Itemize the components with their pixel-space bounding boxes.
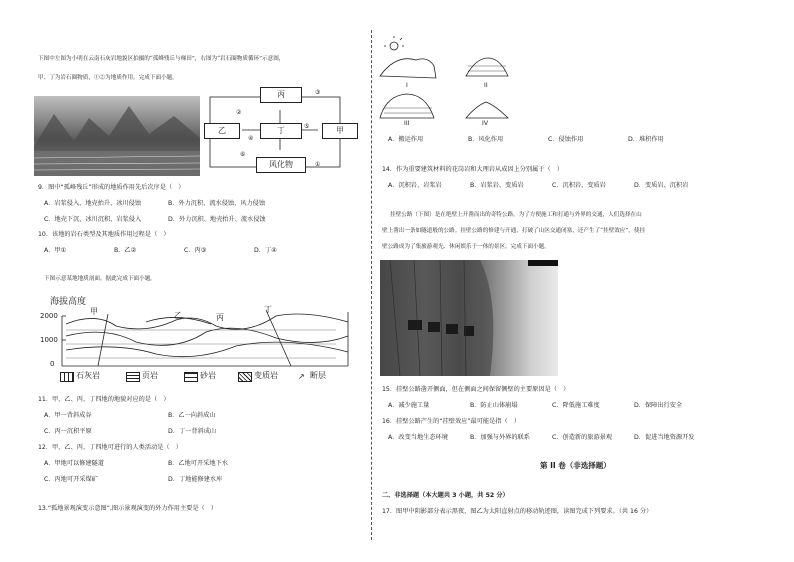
q10-stem: 10．该地的岩石类型及其地质作用过程是（ ） — [38, 231, 170, 238]
q15-c: C．降低施工难度 — [552, 402, 600, 409]
box-bing: 丙 — [260, 87, 302, 103]
profile-label-jia: 甲 — [90, 307, 98, 316]
q16-d: D．促进当地资源开发 — [634, 434, 695, 441]
stage-iv: IV — [482, 120, 489, 127]
q11-d: D．丁一背斜成山 — [168, 428, 217, 435]
intro-text-6: 壁公路成为了集旅游观光、休闲娱乐于一体的景区。完成下面小题。 — [382, 244, 550, 250]
stage-iii: III — [404, 120, 410, 127]
tick-0: 0 — [50, 360, 55, 368]
legend-metamorphic: 变质岩 — [254, 371, 278, 380]
landform-evolution-diagram — [376, 36, 516, 126]
box-ding: 丁 — [260, 123, 302, 139]
q11-b: B．乙一向斜成山 — [168, 412, 216, 419]
q15-stem: 15．挂壁公路凿开侧面，但在侧面之间保留侧壁的主要原因是（ ） — [382, 386, 570, 393]
q14-b: B．岩浆岩、变质岩 — [470, 182, 524, 189]
stage-ii: II — [484, 82, 488, 89]
tick-2000: 2000 — [40, 312, 58, 320]
q15-b: B．防止山体崩塌 — [470, 402, 518, 409]
q11-stem: 11．甲、乙、丙、丁四地的地貌对应的是（ ） — [38, 396, 170, 403]
q13-b: B．风化作用 — [468, 136, 504, 143]
q9-d: D．外力沉积、地壳抬升、流水侵蚀 — [168, 216, 266, 223]
q12-b: B．乙地可开采地下水 — [168, 460, 228, 467]
karst-photo — [34, 96, 200, 176]
tick-1000: 1000 — [40, 336, 58, 344]
profile-label-ding: 丁 — [264, 305, 272, 314]
section-2-heading: 二、非选择题（本大题共 3 小题，共 52 分） — [382, 492, 509, 499]
q13-d: D．堆积作用 — [628, 136, 664, 143]
q9-c: C．地壳下沉、冰川沉积、岩浆侵入 — [44, 216, 142, 223]
box-jia: 甲 — [322, 123, 358, 139]
legend-fault: 断层 — [310, 371, 326, 380]
legend-metamorphic-swatch — [238, 372, 252, 382]
stage-i: I — [406, 82, 408, 89]
column-divider — [371, 30, 372, 540]
cliff-road-photo — [380, 260, 558, 376]
box-weathered: 风化物 — [256, 157, 306, 173]
part-2-heading: 第 II 卷（非选择题） — [540, 461, 611, 470]
fault-icon: ↗ — [298, 372, 305, 381]
q12-a: A．甲地可以修建隧道 — [44, 460, 104, 467]
q17-stem: 17．图甲中阴影部分表示黑夜，图乙为太阳直射点的移动轨迹图，读图完成下列要求。（共 16 分） — [382, 508, 653, 515]
legend-limestone-swatch — [60, 372, 74, 382]
q9-stem: 9．图中“孤峰残丘”形成的地质作用先后次序是（ ） — [38, 184, 185, 191]
label-3: ③ — [315, 89, 321, 96]
label-6: ⑥ — [240, 151, 246, 158]
profile-label-yi: 乙 — [174, 311, 182, 320]
legend-shale: 页岩 — [142, 371, 158, 380]
rock-cycle-diagram — [200, 85, 360, 180]
q11-c: C．丙一沉积平原 — [44, 428, 92, 435]
q12-c: C．丙地可开采煤矿 — [44, 476, 98, 483]
profile-legend — [60, 370, 360, 384]
q14-stem: 14．作为重要建筑材料的花岗岩和大理岩从成因上分别属于（ ） — [382, 166, 564, 173]
intro-text-4: 挂壁公路（下图）是在绝壁上开凿而出的奇特公路，为了方便施工和打通与外界的交通，人们选择在山 — [390, 212, 642, 218]
q15-d: D．保障出行安全 — [634, 402, 683, 409]
q10-a: A．甲① — [44, 247, 67, 254]
q9-a: A．岩浆侵入、地壳抬升、冰川侵蚀 — [44, 200, 142, 207]
q13-stem: 13.“孤地景观演变示意图”,图示景观演变的外力作用主要是（ ） — [38, 505, 218, 512]
q10-c: C．丙③ — [184, 247, 207, 254]
legend-sandstone-swatch — [184, 372, 198, 382]
q12-stem: 12．甲、乙、丙、丁四地可进行的人类活动是（ ） — [38, 444, 182, 451]
q13-c: C．侵蚀作用 — [548, 136, 584, 143]
label-5: ⑤ — [304, 123, 310, 130]
q16-c: C．创造新的旅游景观 — [552, 434, 613, 441]
q10-b: B．乙② — [114, 247, 137, 254]
q14-d: D．变质岩、沉积岩 — [634, 182, 689, 189]
q16-a: A．改变当地生态环境 — [388, 434, 448, 441]
q13-a: A．搬运作用 — [388, 136, 424, 143]
legend-shale-swatch — [126, 372, 140, 382]
intro-text-3: 下图示意某地地质剖面。据此完成下面小题。 — [44, 276, 156, 282]
q12-d: D．丁地能修建水库 — [168, 476, 223, 483]
label-4: ④ — [248, 135, 254, 142]
q10-d: D．丁④ — [254, 247, 277, 254]
intro-text-2: 甲、丁为岩石圈物质，①②为地质作用。完成下面小题。 — [38, 75, 178, 81]
legend-sandstone: 砂岩 — [200, 371, 216, 380]
q16-stem: 16．挂壁公路产生的“挂壁效应”最可能是指（ ） — [382, 418, 521, 425]
q11-a: A．甲一背斜成谷 — [44, 412, 92, 419]
legend-limestone: 石灰岩 — [76, 371, 100, 380]
profile-ylabel: 海拔高度 — [50, 297, 87, 307]
label-1: ① — [315, 161, 321, 168]
q15-a: A．减少施工量 — [388, 402, 430, 409]
box-yi: 乙 — [204, 123, 240, 139]
q16-b: B．加强与外界的联系 — [470, 434, 530, 441]
label-2: ② — [236, 109, 242, 116]
q14-a: A．沉积岩、岩浆岩 — [388, 182, 442, 189]
profile-label-bing: 丙 — [216, 313, 224, 322]
intro-text-5: 壁上凿出一条如隧道般的公路。挂壁公路的修建与开通，打破了山区交通闭塞，还产生了“挂壁效应”，使挂 — [382, 228, 646, 234]
intro-text-1: 下图中左图为小明在云南石灰岩地貌区拍摄的“孤峰残丘与梯田”，右图为“岩石圈物质循环”示意图， — [38, 56, 285, 62]
q9-b: B．外力沉积、流水侵蚀、风力侵蚀 — [168, 200, 266, 207]
q14-c: C．沉积岩、变质岩 — [552, 182, 606, 189]
